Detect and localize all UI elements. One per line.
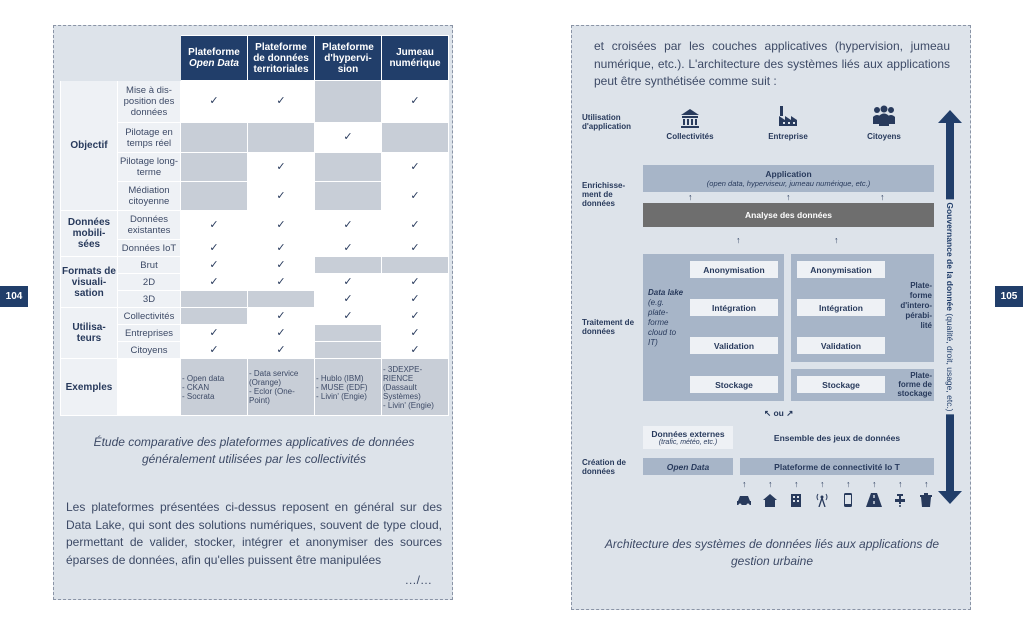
row-label: Entreprises: [118, 325, 181, 342]
stockage-label: Plate-forme de stockage: [897, 371, 932, 398]
house-icon: [762, 492, 778, 508]
car-icon: [736, 492, 752, 508]
check-mark: ✓: [248, 240, 315, 257]
table-row: [61, 291, 449, 308]
table-row: [61, 81, 449, 123]
check-mark: ✓: [382, 240, 449, 257]
body-paragraph: Les plateformes présentées ci-dessus reposent en général sur des Data Lake, qui sont des solutions numériques, souvent de type cloud, permettant de valider, stocker, intégrer et anonymiser des sources éparses de données, afin qu'elles puissent être manipulées: [66, 500, 442, 567]
row-label: Mise à dis-position des données: [118, 81, 181, 123]
open-data-box: Open Data: [643, 458, 733, 475]
town-hall-icon: [676, 106, 704, 130]
arrow-up-icon: ↑: [872, 479, 877, 489]
check-mark: ✓: [181, 81, 248, 123]
check-mark: ✓: [382, 342, 449, 359]
donnees-externes-subtitle: (trafic, météo, etc.): [658, 439, 718, 446]
application-box: [643, 165, 934, 192]
comparison-table: [60, 35, 449, 416]
check-mark: ✓: [382, 291, 449, 308]
check-mark: ✓: [248, 257, 315, 274]
row-label-traitement: Traitement de données: [582, 318, 635, 336]
check-mark: ✓: [181, 240, 248, 257]
example-jumeau: - 3DEXPE-RIENCE (Dassault Systèmes) - Livin' (Engie): [382, 359, 449, 416]
table-row: [61, 325, 449, 342]
check-mark: ✓: [248, 342, 315, 359]
check-mark: ✓: [382, 81, 449, 123]
category-utilisateurs: Utilisa-teurs: [61, 308, 118, 359]
governance-label: Gouvernance de la donnée (qualité, droit, usage, etc.): [945, 199, 955, 414]
arrow-up-icon: ↑: [688, 192, 693, 202]
interop-label: Plate-forme d'intero-pérabi-lité: [900, 281, 932, 330]
row-label: Pilotage en temps réel: [118, 123, 181, 153]
check-mark: ✓: [382, 153, 449, 182]
check-mark: ✓: [248, 81, 315, 123]
check-mark: ✓: [181, 257, 248, 274]
donnees-externes-box: [643, 426, 733, 449]
step-validation: Validation: [797, 337, 885, 354]
col-header-hypervision: Plateforme d'hypervi-sion: [315, 36, 382, 81]
table-row: [61, 182, 449, 211]
arrow-up-icon: ↑: [898, 479, 903, 489]
application-title: Application: [765, 169, 812, 179]
check-mark: ✓: [382, 274, 449, 291]
col-header-open-data: Plateforme Open Data: [181, 36, 248, 81]
antenna-icon: [814, 492, 830, 508]
data-lake-label: Data lake (e.g. plate-forme cloud to IT): [648, 288, 684, 347]
check-mark: ✓: [382, 308, 449, 325]
left-page: [53, 25, 453, 600]
road-icon: [866, 492, 882, 508]
table-header-row: [61, 36, 449, 81]
step-integration: Intégration: [690, 299, 778, 316]
step-stockage: Stockage: [797, 376, 885, 393]
check-mark: ✓: [315, 123, 382, 153]
check-mark: ✓: [248, 308, 315, 325]
table-row: [61, 153, 449, 182]
check-mark: ✓: [181, 211, 248, 240]
category-exemples: Exemples: [61, 359, 118, 416]
row-label: 3D: [118, 291, 181, 308]
arrow-up-icon: ↑: [924, 479, 929, 489]
row-label: Données existantes: [118, 211, 181, 240]
example-territoriales: - Data service (Orange) - Eclor (One-Point): [248, 359, 315, 416]
application-subtitle: (open data, hyperviseur, jumeau numérique, etc.): [706, 179, 871, 188]
analyse-box: Analyse des données: [643, 203, 934, 227]
table-row: [61, 240, 449, 257]
check-mark: ✓: [382, 182, 449, 211]
table-row: [61, 359, 449, 416]
step-integration: Intégration: [797, 299, 885, 316]
col-header-jumeau: Jumeau numérique: [382, 36, 449, 81]
check-mark: ✓: [315, 211, 382, 240]
step-validation: Validation: [690, 337, 778, 354]
people-icon: [870, 104, 898, 128]
arrow-up-icon: ↑: [742, 479, 747, 489]
arrow-up-icon: ↑: [880, 192, 885, 202]
body-paragraph: et croisées par les couches applicatives (hypervision, jumeau numérique, etc.). L'architecture des systèmes liés aux applications peut être synthétisée comme suit :: [594, 39, 950, 88]
continuation-mark: …/…: [404, 573, 432, 587]
arrow-up-icon: ↑: [786, 192, 791, 202]
row-label: Brut: [118, 257, 181, 274]
row-label: Pilotage long-terme: [118, 153, 181, 182]
check-mark: ✓: [248, 325, 315, 342]
diagram-caption: Architecture des systèmes de données liés aux applications de gestion urbaine: [604, 537, 940, 568]
check-mark: ✓: [315, 291, 382, 308]
page-number-left: 104: [0, 286, 28, 307]
arrow-up-icon: ↑: [846, 479, 851, 489]
check-mark: ✓: [181, 342, 248, 359]
example-hypervision: - Hublo (IBM) - MUSE (EDF) - Livin' (Engie): [315, 359, 382, 416]
category-formats: Formats de visuali-sation: [61, 257, 118, 308]
ensemble-label: Ensemble des jeux de données: [773, 432, 901, 443]
building-icon: [788, 492, 804, 508]
water-tap-icon: [892, 492, 908, 508]
arrow-up-icon: ↑: [736, 235, 741, 245]
phone-icon: [840, 492, 856, 508]
col-header-territoriales: Plateforme de données territoriales: [248, 36, 315, 81]
check-mark: ✓: [382, 325, 449, 342]
page-number-right: 105: [995, 286, 1023, 307]
check-mark: ✓: [181, 274, 248, 291]
actor-collectivites: Collectivités: [666, 132, 714, 141]
check-mark: ✓: [315, 240, 382, 257]
check-mark: ✓: [315, 308, 382, 325]
step-anonymisation: Anonymisation: [797, 261, 885, 278]
arrow-up-icon: ↑: [768, 479, 773, 489]
row-label: 2D: [118, 274, 181, 291]
ou-label: ↖ ou ↗: [764, 408, 794, 418]
factory-icon: [774, 104, 802, 128]
check-mark: ✓: [315, 274, 382, 291]
arrow-up-icon: ↑: [820, 479, 825, 489]
check-mark: ✓: [248, 182, 315, 211]
step-anonymisation: Anonymisation: [690, 261, 778, 278]
check-mark: ✓: [248, 274, 315, 291]
check-mark: ✓: [382, 211, 449, 240]
check-mark: ✓: [248, 153, 315, 182]
row-label-creation: Création de données: [582, 458, 627, 476]
table-row: [61, 123, 449, 153]
check-mark: ✓: [248, 211, 315, 240]
row-label: Médiation citoyenne: [118, 182, 181, 211]
actor-entreprise: Entreprise: [768, 132, 808, 141]
step-stockage: Stockage: [690, 376, 778, 393]
row-label: Données IoT: [118, 240, 181, 257]
table-row: [61, 274, 449, 291]
table-row: [61, 342, 449, 359]
arrow-up-icon: ↑: [794, 479, 799, 489]
table-caption: Étude comparative des plateformes applicatives de données généralement utilisées par les collectivités: [93, 435, 415, 466]
trash-bin-icon: [918, 492, 934, 508]
table-row: [61, 257, 449, 274]
donnees-externes-title: Données externes: [651, 429, 725, 439]
example-open-data: - Open data - CKAN - Socrata: [181, 359, 248, 416]
table-row: [61, 211, 449, 240]
table-row: [61, 308, 449, 325]
actor-citoyens: Citoyens: [867, 132, 901, 141]
row-label-utilisation: Utilisation d'application: [582, 113, 632, 131]
row-label: Citoyens: [118, 342, 181, 359]
row-label-enrichissement: Enrichisse-ment de données: [582, 181, 626, 208]
check-mark: ✓: [181, 325, 248, 342]
arrow-up-icon: ↑: [834, 235, 839, 245]
category-donnees: Données mobili-sées: [61, 211, 118, 257]
row-label: Collectivités: [118, 308, 181, 325]
category-objectif: Objectif: [61, 81, 118, 211]
right-page: [571, 25, 971, 610]
connectivite-box: Plateforme de connectivité Io T: [740, 458, 934, 475]
